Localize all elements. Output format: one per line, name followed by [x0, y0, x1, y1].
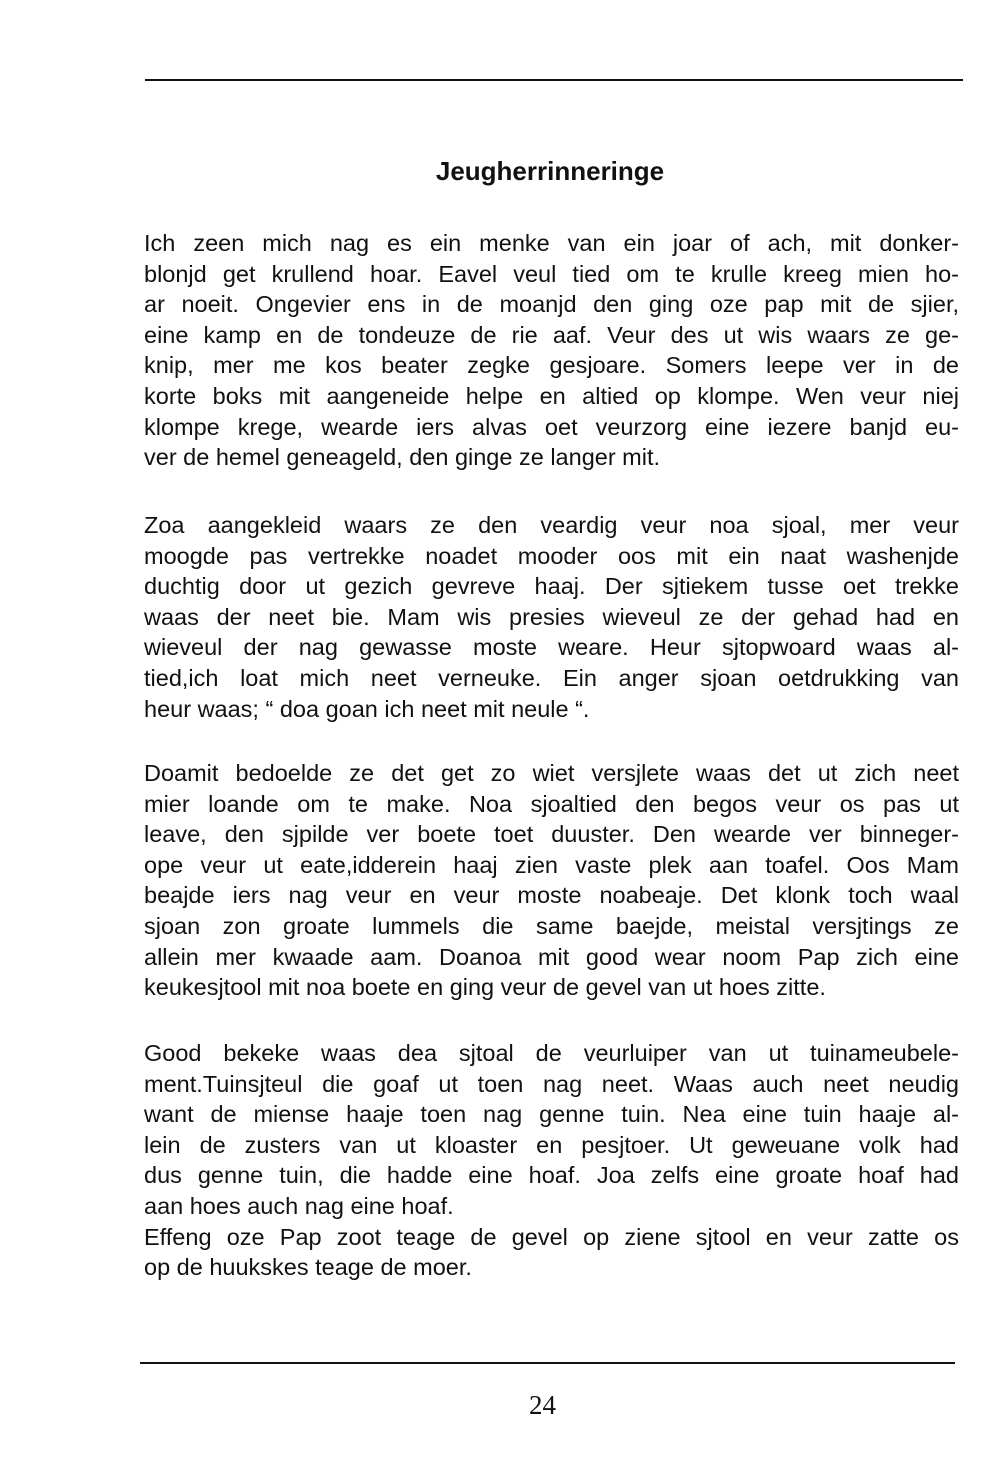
- text-line: Effeng oze Pap zoot teage de gevel op ziene sjtool en veur zatte os: [144, 1223, 959, 1250]
- text-line: duchtig door ut gezich gevreve haaj. Der sjtiekem tusse oet trekke: [144, 573, 959, 600]
- text-line: klompe krege, wearde iers alvas oet veurzorg eine iezere banjd eu-: [144, 413, 959, 440]
- page-title: Jeugherrinneringe: [435, 156, 665, 186]
- text-line: korte boks mit aangeneide helpe en altied op klompe. Wen veur niej: [144, 382, 959, 409]
- bottom-rule: [140, 1362, 955, 1364]
- text-line: blonjd get krullend hoar. Eavel veul tied om te krulle kreeg mien ho-: [144, 260, 959, 287]
- paragraph-2: [144, 510, 959, 724]
- text-line: keukesjtool mit noa boete en ging veur de gevel van ut hoes zitte.: [144, 974, 826, 1001]
- text-line: ope veur ut eate,idderein haaj zien vaste plek aan toafel. Oos Mam: [144, 851, 959, 878]
- text-line: knip, mer me kos beater zegke gesjoare. Somers leepe ver in de: [144, 352, 959, 379]
- text-line: dus genne tuin, die hadde eine hoaf. Joa zelfs eine groate hoaf had: [144, 1162, 959, 1189]
- text-line: wieveul der nag gewasse moste weare. Heur sjtopwoard waas al-: [144, 634, 959, 661]
- text-line: ment.Tuinsjteul die goaf ut toen nag neet. Waas auch neet neudig: [144, 1070, 959, 1097]
- text-line: Doamit bedoelde ze det get zo wiet versjlete waas det ut zich neet: [144, 760, 959, 786]
- text-line: Zoa aangekleid waars ze den veardig veur noa sjoal, mer veur: [144, 512, 959, 538]
- paragraph-1: [144, 228, 959, 473]
- text-line: tied,ich loat mich neet verneuke. Ein anger sjoan oetdrukking van: [144, 664, 959, 691]
- page-number: 24: [529, 1390, 556, 1420]
- text-line: eine kamp en de tondeuze de rie aaf. Veur des ut wis waars ze ge-: [144, 321, 959, 348]
- paragraph-4: [144, 1038, 959, 1283]
- text-line: aan hoes auch nag eine hoaf.: [144, 1192, 454, 1219]
- text-line: leave, den sjpilde ver boete toet duuster. Den wearde ver binneger-: [144, 821, 959, 848]
- text-line: want de miense haaje toen nag genne tuin. Nea eine tuin haaje al-: [144, 1101, 959, 1128]
- text-line: Good bekeke waas dea sjtoal de veurluiper van ut tuinameubele-: [144, 1040, 959, 1066]
- text-line: sjoan zon groate lummels die same baejde, meistal versjtings ze: [144, 912, 959, 939]
- paragraph-3: [144, 758, 959, 1003]
- top-rule: [145, 79, 963, 81]
- text-line: lein de zusters van ut kloaster en pesjtoer. Ut geweuane volk had: [144, 1131, 959, 1158]
- text-line: op de huukskes teage de moer.: [144, 1254, 472, 1281]
- text-line: Ich zeen mich nag es ein menke van ein joar of ach, mit donker-: [144, 230, 959, 256]
- text-line: moogde pas vertrekke noadet mooder oos mit ein naat washenjde: [144, 542, 959, 569]
- text-line: ver de hemel geneageld, den ginge ze langer mit.: [144, 444, 661, 471]
- text-line: heur waas; “ doa goan ich neet mit neule “.: [144, 695, 590, 722]
- text-line: allein mer kwaade aam. Doanoa mit good wear noom Pap zich eine: [144, 943, 959, 970]
- text-line: ar noeit. Ongevier ens in de moanjd den ging oze pap mit de sjier,: [144, 291, 959, 318]
- text-line: mier loande om te make. Noa sjoaltied den begos veur os pas ut: [144, 790, 959, 817]
- text-line: beajde iers nag veur en veur moste noabeaje. Det klonk toch waal: [144, 882, 959, 909]
- text-line: waas der neet bie. Mam wis presies wieveul ze der gehad had en: [144, 603, 959, 630]
